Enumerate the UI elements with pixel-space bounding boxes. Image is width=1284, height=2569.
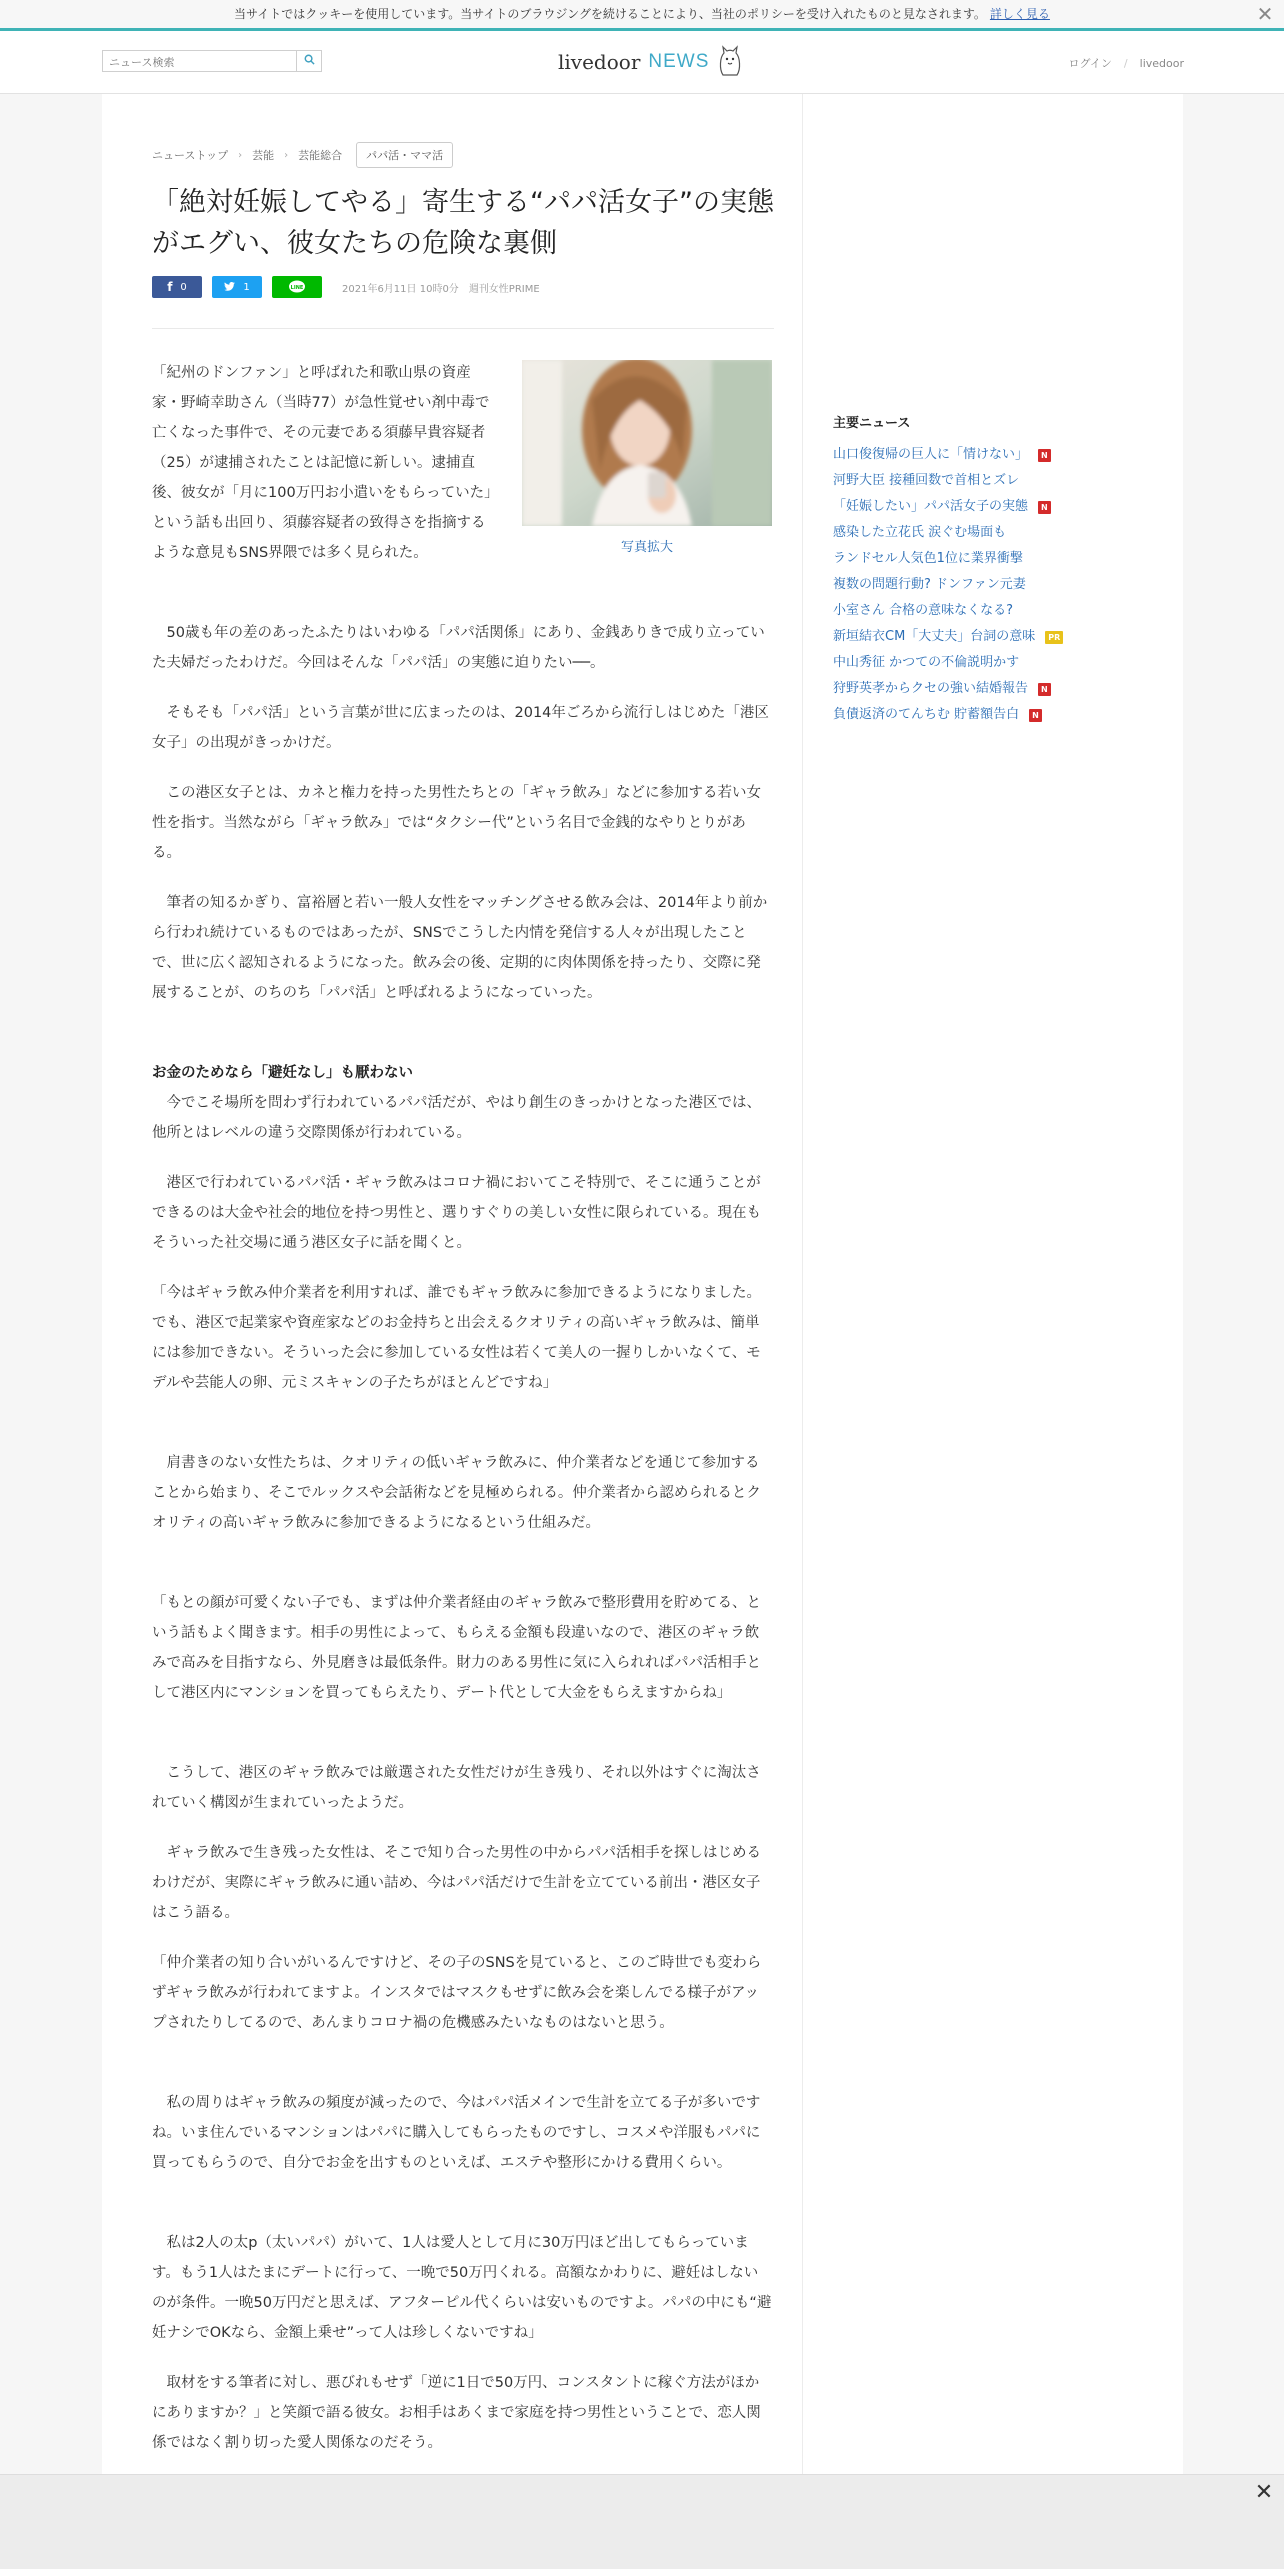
svg-text:LINE: LINE bbox=[290, 284, 304, 291]
article-paragraph: 私は2人の太p（太いパパ）がいて、1人は愛人として月に30万円ほど出してもらっています。もう1人はたまにデートに行って、一晩で50万円くれる。高額なかわりに、避妊はしないのが条件。一晩50万円だと思えば、アフターピル代くらいは安いものですよ。パパの中にも“避妊ナシでOKなら、金額上乗せ”って人は珍しくないですね」 bbox=[152, 2235, 772, 2341]
sidebar-title: 主要ニュース bbox=[833, 416, 911, 431]
twitter-count: 1 bbox=[243, 281, 250, 293]
login-link[interactable]: ログイン bbox=[1068, 57, 1112, 70]
search-box bbox=[102, 50, 322, 72]
article-paragraph: こうして、港区のギャラ飲みでは厳選された女性だけが生き残り、それ以外はすぐに淘汰されていく構図が生まれていったようだ。 bbox=[152, 1765, 761, 1811]
news-item-label[interactable]: 狩野英孝からクセの強い結婚報告 bbox=[833, 681, 1029, 696]
news-item[interactable] bbox=[833, 598, 1063, 624]
search-input[interactable] bbox=[103, 53, 305, 73]
chevron-right-icon: › bbox=[284, 149, 289, 161]
cookie-banner bbox=[0, 0, 1284, 31]
article-paragraph: ギャラ飲みで生き残った女性は、そこで知り合った男性の中からパパ活相手を探しはじめるわけだが、実際にギャラ飲みに通い詰め、今はパパ活だけで生計を立てている前出・港区女子はこう語る。 bbox=[152, 1845, 761, 1921]
article-paragraph: そもそも「パパ活」という言葉が世に広まったのは、2014年ごろから流行しはじめた「港区女子」の出現がきっかけだ。 bbox=[152, 705, 769, 751]
chevron-right-icon: › bbox=[238, 149, 243, 161]
article-column bbox=[102, 94, 802, 2474]
facebook-count: 0 bbox=[180, 281, 187, 293]
new-badge: N bbox=[1038, 449, 1051, 462]
article-paragraph: 「もとの顔が可愛くない子でも、まずは仲介業者経由のギャラ飲みで整形費用を貯めてる、という話もよく聞きます。相手の男性によって、もらえる金額も段違いなので、港区のギャラ飲みで高みを目指すなら、外見磨きは最低条件。財力のある男性に気に入られればパパ活相手として港区内にマンションを買ってもらえたり、デート代として大金をもらえますからね」 bbox=[152, 1595, 761, 1701]
article-paragraph: この港区女子とは、カネと権力を持った男性たちとの「ギャラ飲み」などに参加する若い女性を指す。当然ながら「ギャラ飲み」では“タクシー代”という名目で金銭的なやりとりがある。 bbox=[152, 785, 761, 861]
news-item[interactable] bbox=[833, 650, 1063, 676]
news-item-label[interactable]: ランドセル人気色1位に業界衝撃 bbox=[833, 551, 1023, 566]
news-item-label[interactable]: 小室さん 合格の意味なくなる? bbox=[833, 603, 1014, 618]
section-heading: お金のためなら「避妊なし」も厭わない bbox=[152, 1065, 413, 1081]
cookie-message: 当サイトではクッキーを使用しています。当サイトのブラウジングを続けることにより、当社のポリシーを受け入れたものと見なされます。 bbox=[234, 7, 986, 21]
article-photo[interactable] bbox=[522, 360, 772, 526]
logo-news-text: NEWS bbox=[648, 51, 710, 72]
breadcrumb-item[interactable]: 芸能総合 bbox=[298, 149, 343, 162]
news-item[interactable] bbox=[833, 676, 1063, 702]
pr-badge: PR bbox=[1045, 631, 1063, 644]
close-icon[interactable]: ✕ bbox=[1254, 2480, 1274, 2505]
article-paragraph: 「仲介業者の知り合いがいるんですけど、その子のSNSを見ていると、このご時世でも変わらずギャラ飲みが行われてますよ。インスタではマスクもせずに飲み会を楽しんでる様子がアップされたりしてるので、あんまりコロナ禍の危機感みたいなものはないと思う。 bbox=[152, 1955, 762, 2031]
article-paragraph: 「紀州のドンファン」と呼ばれた和歌山県の資産家・野崎幸助さん（当時77）が急性覚せい剤中毒で亡くなった事件で、その元妻である須藤早貴容疑者（25）が逮捕されたことは記憶に新しい。逮捕直後、彼女が「月に100万円お小遣いをもらっていた」という話も出回り、須藤容疑者の致得さを指摘するような意見もSNS界隈では多く見られた。 bbox=[152, 365, 492, 561]
facebook-share-button[interactable] bbox=[152, 276, 202, 298]
article-paragraph: 取材をする筆者に対し、悪びれもせず「逆に1日で50万円、コンスタントに稼ぐ方法がほかにありますか？」と笑顔で語る彼女。お相手はあくまで家庭を持つ男性ということで、恋人関係ではなく割り切った愛人関係なのだそう。 bbox=[152, 2375, 761, 2451]
header-links: ログイン / livedoor bbox=[1068, 57, 1184, 70]
livedoor-link[interactable]: livedoor bbox=[1139, 57, 1184, 70]
cookie-close-icon[interactable]: ✕ bbox=[1256, 2, 1274, 26]
news-item-label[interactable]: 河野大臣 接種回数で首相とズレ bbox=[833, 473, 1020, 488]
top-news-list bbox=[833, 442, 1063, 728]
news-item[interactable] bbox=[833, 702, 1063, 728]
site-header bbox=[0, 31, 1284, 94]
news-item-label[interactable]: 「妊娠したい」パパ活女子の実態 bbox=[833, 499, 1029, 514]
sidebar bbox=[802, 94, 1183, 2474]
news-item[interactable] bbox=[833, 468, 1063, 494]
breadcrumb-item[interactable]: 芸能 bbox=[252, 149, 275, 162]
article-paragraph: 港区で行われているパパ活・ギャラ飲みはコロナ禍においてこそ特別で、そこに通うことができるのは大金や社会的地位を持つ男性と、選りすぐりの美しい女性に限られている。現在もそういった社交場に通う港区女子に話を聞くと。 bbox=[152, 1175, 761, 1251]
line-icon bbox=[288, 280, 306, 294]
twitter-icon bbox=[224, 280, 235, 294]
news-item-label[interactable]: 感染した立花氏 涙ぐむ場面も bbox=[833, 525, 1007, 540]
article-source[interactable]: 週刊女性PRIME bbox=[468, 283, 540, 295]
facebook-icon: f bbox=[167, 280, 173, 294]
divider bbox=[152, 328, 774, 329]
news-item-label[interactable]: 複数の問題行動? ドンファン元妻 bbox=[833, 577, 1026, 592]
publish-date: 2021年6月11日 10時0分 bbox=[342, 283, 459, 295]
news-item[interactable] bbox=[833, 624, 1063, 650]
logo-text: livedoor bbox=[558, 50, 641, 74]
news-item-label[interactable]: 山口俊復帰の巨人に「情けない」 bbox=[833, 447, 1029, 462]
topic-tag[interactable]: パパ活・ママ活 bbox=[356, 142, 453, 168]
news-item[interactable] bbox=[833, 572, 1063, 598]
news-item[interactable] bbox=[833, 520, 1063, 546]
news-item[interactable] bbox=[833, 442, 1063, 468]
new-badge: N bbox=[1038, 683, 1051, 696]
mascot-icon bbox=[717, 45, 743, 79]
news-item-label[interactable]: 負債返済のてんちむ 貯蓄額告白 bbox=[833, 707, 1020, 722]
breadcrumb bbox=[152, 142, 453, 168]
news-item-label[interactable]: 中山秀征 かつての不倫説明かす bbox=[833, 655, 1020, 670]
news-item[interactable] bbox=[833, 546, 1063, 572]
site-logo[interactable] bbox=[558, 45, 743, 79]
search-icon[interactable] bbox=[296, 51, 321, 71]
article-paragraph: 今でこそ場所を問わず行われているパパ活だが、やはり創生のきっかけとなった港区では、他所とはレベルの違う交際関係が行われている。 bbox=[152, 1095, 761, 1141]
news-item-label[interactable]: 新垣結衣CM「大丈夫」台詞の意味 bbox=[833, 629, 1036, 644]
photo-enlarge-link[interactable]: 写真拡大 bbox=[620, 540, 673, 555]
article-title: 「絶対妊娠してやる」寄生する“パパ活女子”の実態がエグい、彼女たちの危険な裏側 bbox=[152, 187, 774, 259]
new-badge: N bbox=[1038, 501, 1051, 514]
article-paragraph: 50歳も年の差のあったふたりはいわゆる「パパ活関係」にあり、金銭ありきで成り立っていた夫婦だったわけだ。今回はそんな「パパ活」の実態に迫りたい──。 bbox=[152, 625, 765, 671]
twitter-share-button[interactable] bbox=[212, 276, 262, 298]
breadcrumb-item[interactable]: ニューストップ bbox=[152, 149, 229, 162]
article-paragraph: 肩書きのない女性たちは、クオリティの低いギャラ飲みに、仲介業者などを通じて参加することから始まり、そこでルックスや会話術などを見極められる。仲介業者から認められるとクオリティの高いギャラ飲みに参加できるようになるという仕組みだ。 bbox=[152, 1455, 761, 1531]
article-paragraph: 私の周りはギャラ飲みの頻度が減ったので、今はパパ活メインで生計を立てる子が多いですね。いま住んでいるマンションはパパに購入してもらったものですし、コスメや洋服もパパに買ってもらうので、自分でお金を出すものといえば、エステや整形にかける費用くらい。 bbox=[152, 2095, 761, 2171]
line-share-button[interactable] bbox=[272, 276, 322, 298]
cookie-more-link[interactable]: 詳しく見る bbox=[989, 7, 1050, 21]
new-badge: N bbox=[1029, 709, 1042, 722]
share-bar bbox=[152, 276, 540, 298]
news-item[interactable] bbox=[833, 494, 1063, 520]
bottom-ad-bar bbox=[0, 2474, 1284, 2569]
article-paragraph: 「今はギャラ飲み仲介業者を利用すれば、誰でもギャラ飲みに参加できるようになりました。でも、港区で起業家や資産家などのお金持ちと出会えるクオリティの高いギャラ飲みは、簡単には参加できない。そういった会に参加している女性は若くて美人の一握りしかいなくて、モデルや芸能人の卵、元ミスキャンの子たちがほとんどですね」 bbox=[152, 1285, 761, 1391]
article-paragraph: 筆者の知るかぎり、富裕層と若い一般人女性をマッチングさせる飲み会は、2014年より前から行われ続けているものではあったが、SNSでこうした内情を発信する人々が出現したことで、世に広く認知されるようになった。飲み会の後、定期的に肉体関係を持ったり、交際に発展することが、のちのち「パパ活」と呼ばれるようになっていった。 bbox=[152, 895, 768, 1001]
